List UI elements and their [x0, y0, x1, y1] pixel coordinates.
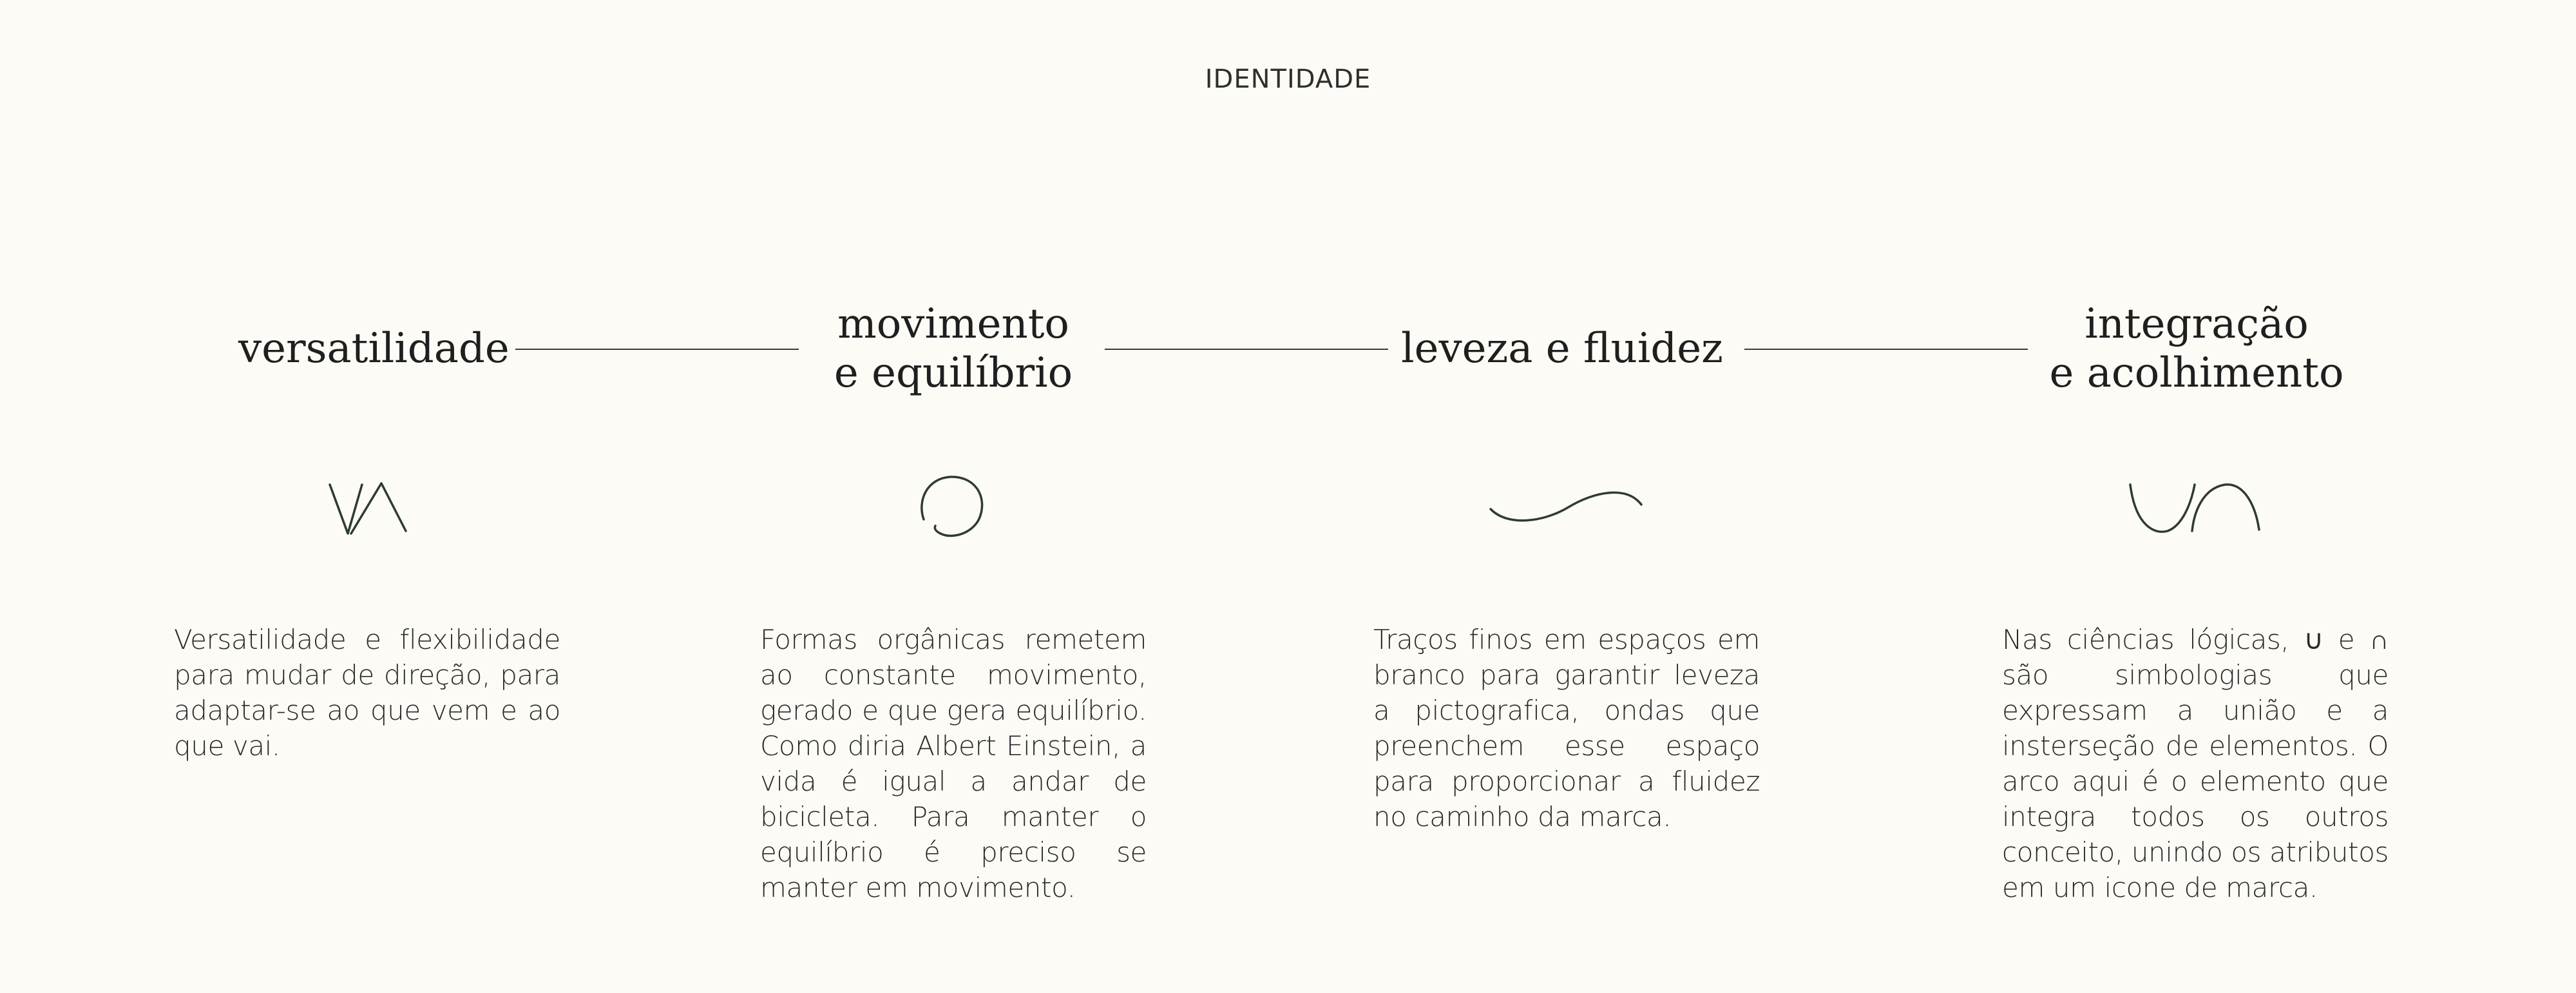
concept-description-versatilidade: Versatilidade e flexibilidade para mudar de direção, para adaptar-se ao que vem e ao que vai. — [174, 624, 560, 762]
concept-title-line: versatilidade — [238, 325, 510, 372]
page-title: IDENTIDADE — [1205, 64, 1371, 94]
spiral-icon — [915, 469, 992, 546]
concept-title-line: e acolhimento — [2049, 349, 2344, 397]
connector-line — [1105, 349, 1388, 350]
union-intersection-icon — [2123, 476, 2271, 540]
concept-title-line: integração — [2085, 300, 2309, 348]
concept-title-movimento — [792, 300, 1114, 398]
connector-line — [515, 349, 799, 350]
concept-title-line: leveza e fluidez — [1401, 325, 1723, 372]
concept-title-line: movimento — [837, 300, 1069, 348]
concept-description-leveza: Traços finos em espaços em branco para garantir leveza a pictografica, ondas que preenchem esse espaço para proporcionar a fluidez no caminho da marca. — [1373, 624, 1760, 833]
connector-line — [1744, 349, 2028, 350]
concept-description-integracao: Nas ciências lógicas, ∪ e ∩ são simbologias que expressam a união e a insterseção de elementos. O arco aqui é o elemento que integra todos os outros conceito, unindo os atributos em um icone de marca. — [2002, 624, 2389, 903]
concept-title-integracao — [2016, 300, 2377, 398]
concept-title-line: e equilíbrio — [834, 349, 1073, 397]
wave-icon — [1482, 480, 1649, 532]
concept-title-versatilidade — [238, 324, 510, 373]
concept-description-movimento: Formas orgânicas remetem ao constante movimento, gerado e que gera equilíbrio. Como diria Albert Einstein, a vida é igual a andar de bicicleta. Para manter o equilíbrio é preciso se manter em movimento. — [760, 624, 1147, 903]
va-icon — [322, 477, 412, 541]
concept-title-leveza — [1398, 324, 1726, 373]
